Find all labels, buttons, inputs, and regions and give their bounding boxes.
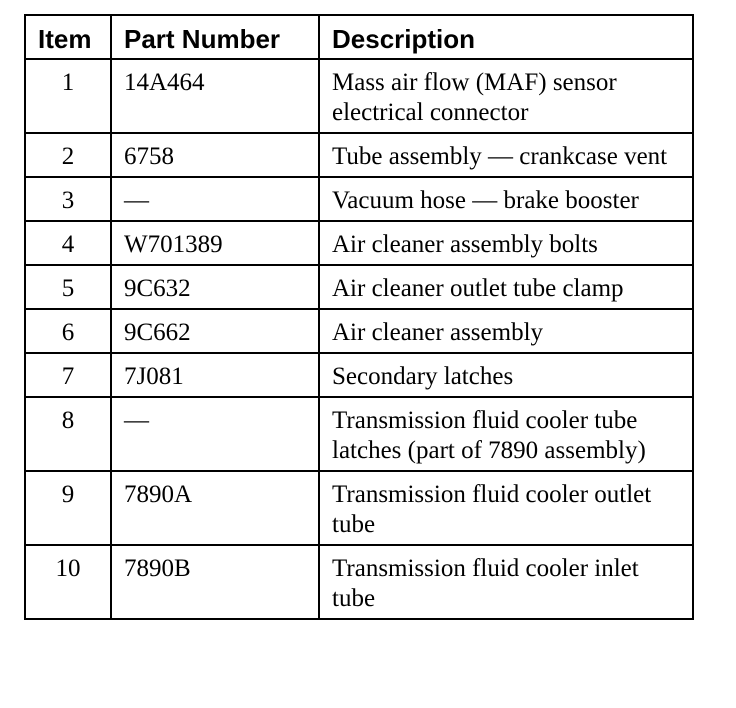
cell-description: Transmission fluid cooler tube latches (part of 7890 assembly) xyxy=(319,397,693,471)
cell-item: 1 xyxy=(25,59,111,133)
cell-part-number: 14A464 xyxy=(111,59,319,133)
table-row xyxy=(25,309,693,353)
table-row xyxy=(25,545,693,619)
cell-description: Vacuum hose — brake booster xyxy=(319,177,693,221)
cell-part-number: 7890B xyxy=(111,545,319,619)
cell-description: Secondary latches xyxy=(319,353,693,397)
cell-description: Mass air flow (MAF) sensor electrical connector xyxy=(319,59,693,133)
cell-item: 8 xyxy=(25,397,111,471)
cell-description: Air cleaner assembly xyxy=(319,309,693,353)
cell-description: Air cleaner assembly bolts xyxy=(319,221,693,265)
table-row xyxy=(25,177,693,221)
table-row xyxy=(25,397,693,471)
cell-part-number: 7890A xyxy=(111,471,319,545)
cell-part-number: — xyxy=(111,177,319,221)
table-row xyxy=(25,265,693,309)
header-part-number: Part Number xyxy=(111,15,319,59)
cell-part-number: — xyxy=(111,397,319,471)
cell-part-number: 6758 xyxy=(111,133,319,177)
cell-part-number: 7J081 xyxy=(111,353,319,397)
cell-item: 6 xyxy=(25,309,111,353)
table-row xyxy=(25,353,693,397)
table-row xyxy=(25,133,693,177)
cell-item: 4 xyxy=(25,221,111,265)
parts-table xyxy=(24,14,694,620)
cell-item: 9 xyxy=(25,471,111,545)
header-row xyxy=(25,15,693,59)
header-item: Item xyxy=(25,15,111,59)
cell-part-number: 9C632 xyxy=(111,265,319,309)
table-row xyxy=(25,59,693,133)
cell-description: Air cleaner outlet tube clamp xyxy=(319,265,693,309)
table-row xyxy=(25,221,693,265)
cell-item: 10 xyxy=(25,545,111,619)
cell-item: 7 xyxy=(25,353,111,397)
table-row xyxy=(25,471,693,545)
header-description: Description xyxy=(319,15,693,59)
cell-part-number: W701389 xyxy=(111,221,319,265)
cell-description: Transmission fluid cooler inlet tube xyxy=(319,545,693,619)
cell-item: 2 xyxy=(25,133,111,177)
cell-item: 5 xyxy=(25,265,111,309)
cell-description: Transmission fluid cooler outlet tube xyxy=(319,471,693,545)
cell-part-number: 9C662 xyxy=(111,309,319,353)
cell-description: Tube assembly — crankcase vent xyxy=(319,133,693,177)
cell-item: 3 xyxy=(25,177,111,221)
